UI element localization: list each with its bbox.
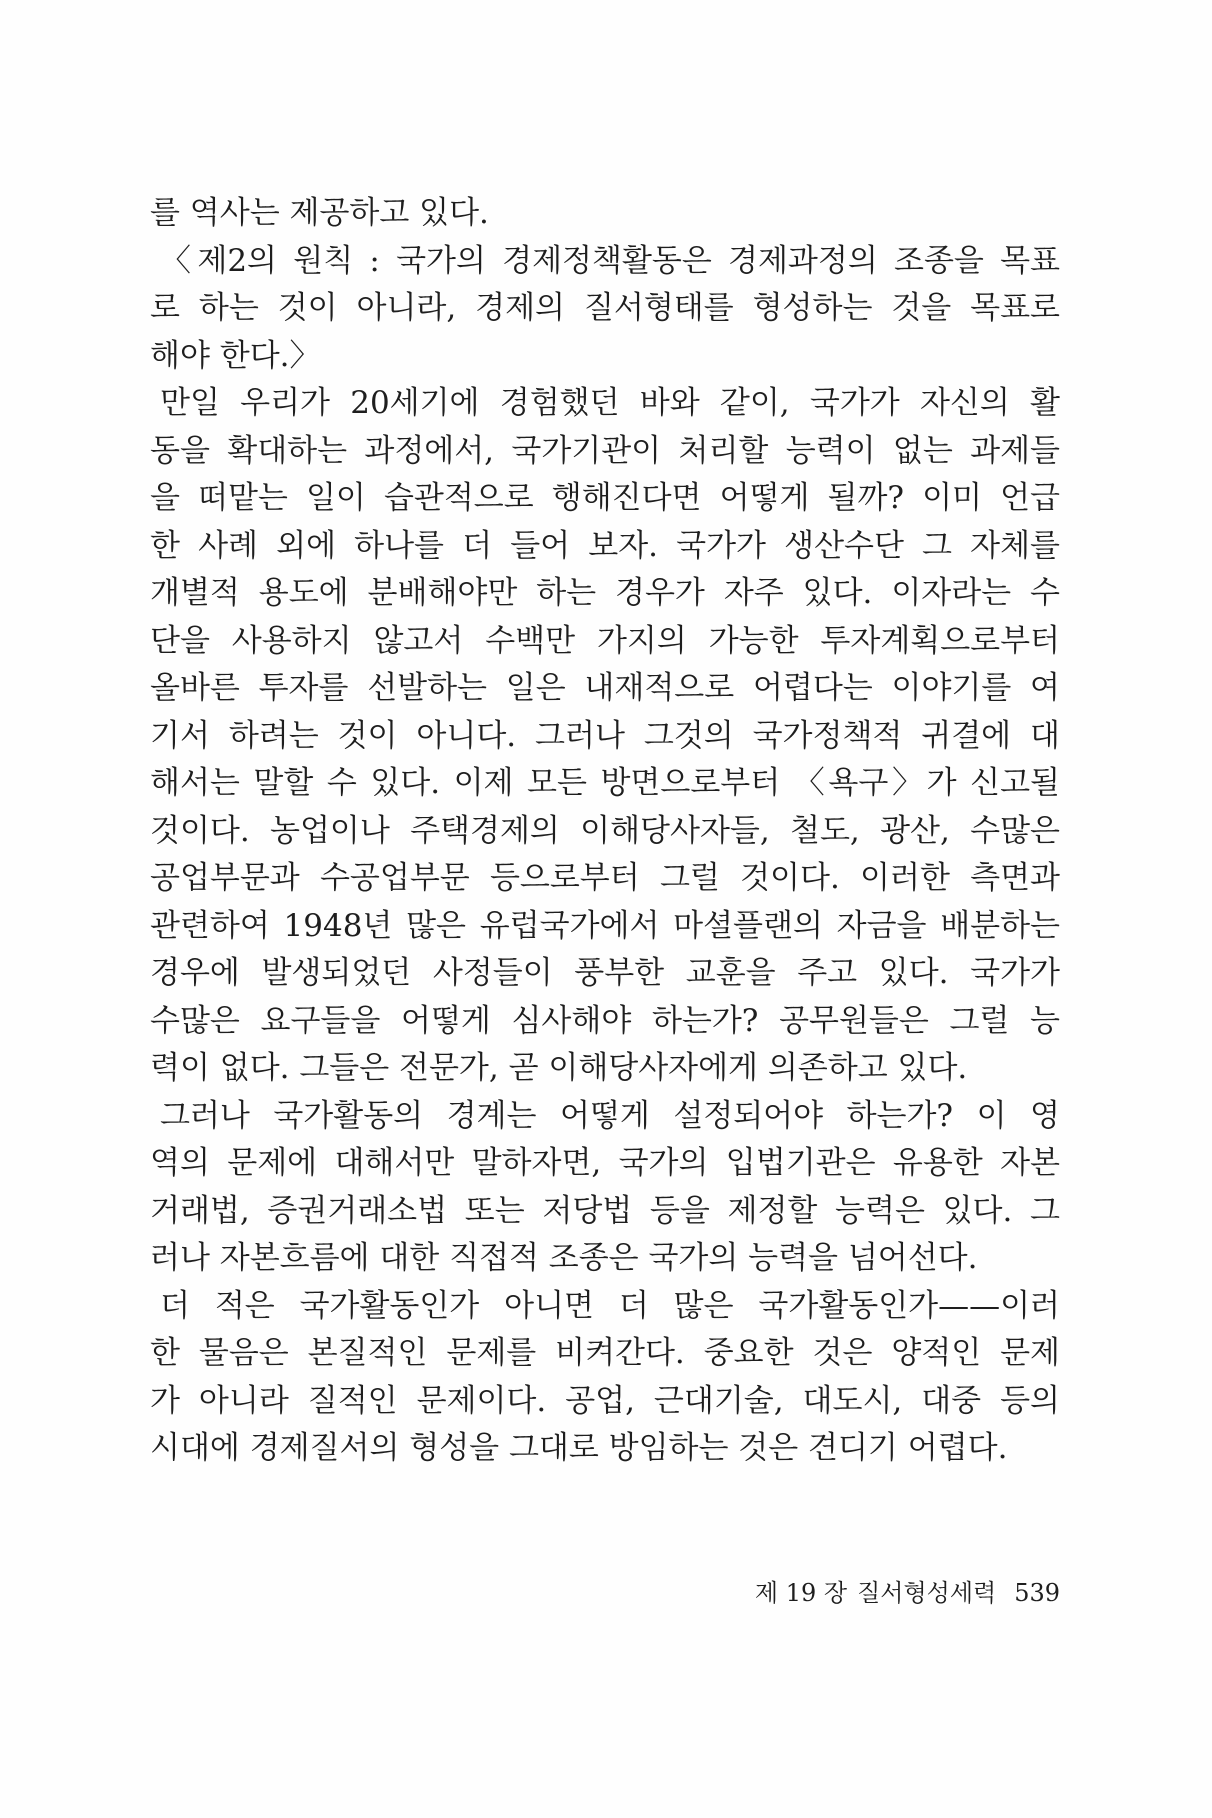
text-line: 력이 없다. 그들은 전문가, 곧 이해당사자에게 의존하고 있다. (150, 1050, 968, 1086)
body-text (150, 190, 1060, 1473)
text-line: 공업부문과 수공업부문 등으로부터 그럴 것이다. 이러한 측면과 (150, 860, 1060, 896)
text-line: 해야 한다.〉 (150, 337, 321, 374)
text-line: 더 적은 국가활동인가 아니면 더 많은 국가활동인가——이러 (160, 1287, 1060, 1324)
running-footer (700, 1577, 1060, 1609)
text-line: 관련하여 1948년 많은 유럽국가에서 마셜플랜의 자금을 배분하는 (150, 907, 1060, 944)
text-line: 〈제2의 원칙 : 국가의 경제정책활동은 경제과정의 조종을 목표 (160, 242, 1060, 279)
text-line: 해서는 말할 수 있다. 이제 모든 방면으로부터 〈욕구〉가 신고될 (150, 765, 1060, 801)
text-line: 수많은 요구들을 어떻게 심사해야 하는가? 공무원들은 그럴 능 (150, 1002, 1060, 1039)
text-line: 가 아니라 질적인 문제이다. 공업, 근대기술, 대도시, 대중 등의 (150, 1382, 1060, 1419)
text-line: 단을 사용하지 않고서 수백만 가지의 가능한 투자계획으로부터 (150, 622, 1060, 659)
text-line: 기서 하려는 것이 아니다. 그러나 그것의 국가정책적 귀결에 대 (150, 717, 1060, 754)
text-line: 그러나 국가활동의 경계는 어떻게 설정되어야 하는가? 이 영 (160, 1097, 1060, 1134)
text-line: 거래법, 증권거래소법 또는 저당법 등을 제정할 능력은 있다. 그 (150, 1192, 1060, 1229)
text-line: 를 역사는 제공하고 있다. (150, 195, 489, 231)
chapter-label: 제 19 장 (754, 1579, 848, 1607)
text-line: 개별적 용도에 분배해야만 하는 경우가 자주 있다. 이자라는 수 (150, 575, 1060, 611)
text-line: 역의 문제에 대해서만 말하자면, 국가의 입법기관은 유용한 자본 (150, 1145, 1060, 1181)
text-line: 한 물음은 본질적인 문제를 비켜간다. 중요한 것은 양적인 문제 (150, 1335, 1060, 1371)
text-line: 로 하는 것이 아니라, 경제의 질서형태를 형성하는 것을 목표로 (150, 290, 1060, 326)
text-line: 을 떠맡는 일이 습관적으로 행해진다면 어떻게 될까? 이미 언급 (150, 480, 1060, 516)
text-line: 한 사례 외에 하나를 더 들어 보자. 국가가 생산수단 그 자체를 (150, 527, 1060, 564)
text-line: 것이다. 농업이나 주택경제의 이해당사자들, 철도, 광산, 수많은 (150, 812, 1060, 849)
page-number: 539 (1014, 1579, 1060, 1607)
text-line: 만일 우리가 20세기에 경험했던 바와 같이, 국가가 자신의 활 (160, 385, 1060, 421)
text-line: 동을 확대하는 과정에서, 국가기관이 처리할 능력이 없는 과제들 (150, 432, 1060, 469)
text-line: 올바른 투자를 선발하는 일은 내재적으로 어렵다는 이야기를 여 (150, 670, 1060, 706)
text-line: 러나 자본흐름에 대한 직접적 조종은 국가의 능력을 넘어선다. (150, 1240, 978, 1276)
chapter-title: 질서형성세력 (857, 1579, 997, 1607)
text-line: 시대에 경제질서의 형성을 그대로 방임하는 것은 견디기 어렵다. (150, 1430, 1008, 1466)
text-line: 경우에 발생되었던 사정들이 풍부한 교훈을 주고 있다. 국가가 (150, 955, 1060, 991)
